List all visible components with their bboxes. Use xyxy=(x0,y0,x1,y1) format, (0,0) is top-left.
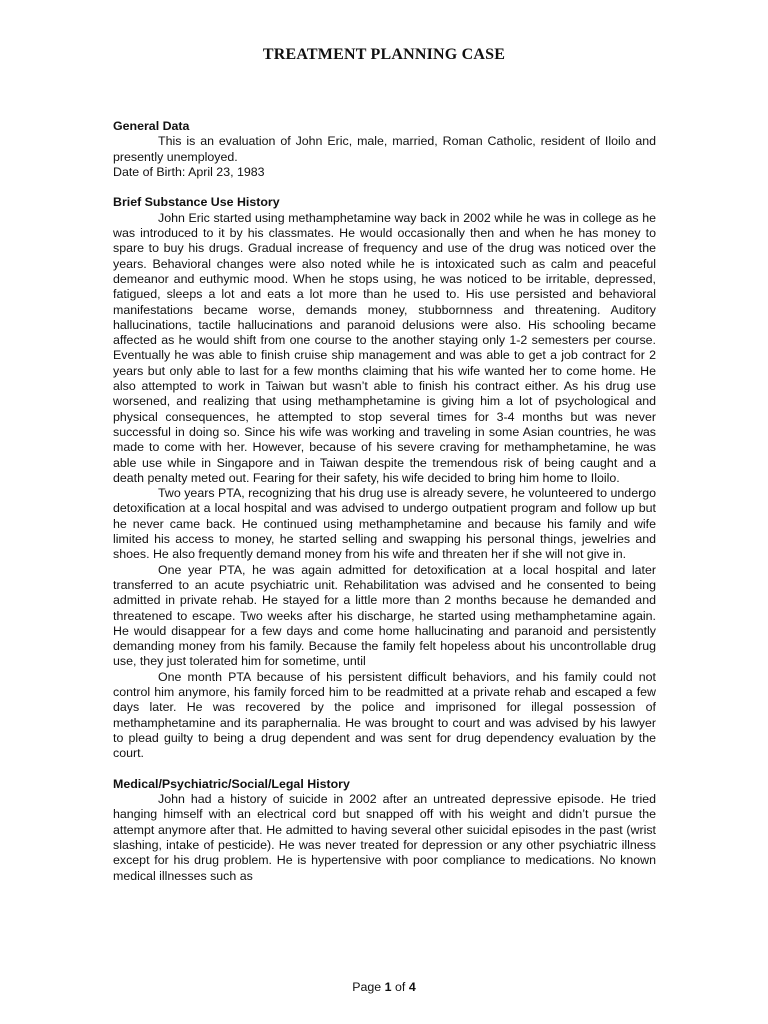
substance-paragraph-2: Two years PTA, recognizing that his drug use is already severe, he volunteered to undergo detoxification at a local hospital and was advised to undergo outpatient program and follow up but he never came back. He continued using methamphetamine and because his family and wife limited his access to money, he started selling and swapping his personal things, jewelries and shoes. He also frequently demand money from his wife and threaten her if she will not give in. xyxy=(113,486,656,562)
medical-paragraph-1: John had a history of suicide in 2002 after an untreated depressive episode. He tried hanging himself with an electrical cord but snapped off with his weight and didn’t pursue the attempt anymore after that. He admitted to having several other suicidal episodes in the past (wrist slashing, intake of pesticide). He was never treated for depression or any other psychiatric illness except for his drug problem. He is hypertensive with poor compliance to medications. No known medical illnesses such as xyxy=(113,792,656,883)
substance-paragraph-1: John Eric started using methamphetamine way back in 2002 while he was in college as he was introduced to it by his classmates. He would occasionally then and when he has money to spare to buy his drugs. Gradual increase of frequency and use of the drug was noticed over the years. Behavioral changes were also noted while he is intoxicated such as calm and peaceful demeanor and euthymic mood. When he stops using, he was noticed to be irritable, depressed, fatigued, sleeps a lot and eats a lot more than he used to. His use persisted and behavioral manifestations became worse, demands money, stubbornness and threatening. Auditory hallucinations, tactile hallucinations and paranoid delusions were also. His schooling became affected as he would shift from one course to the another staying only 1-2 semesters per course. Eventually he was able to finish cruise ship management and was able to get a job contract for 2 years but only able to last for a few months claiming that his wife wanted her to come home. He also attempted to work in Taiwan but wasn’t able to finish his contract either. As his drug use worsened, and realizing that using methamphetamine is giving him a lot of psychological and physical consequences, he attempted to stop several times for 3-4 months but was never successful in doing so. Since his wife was working and traveling in some Asian countries, he was made to come with her. However, because of his severe craving for methamphetamine, he was able use while in Singapore and in Taiwan despite the tremendous risk of being caught and a death penalty meted out. Fearing for their safety, his wife decided to bring him home to Iloilo. xyxy=(113,210,656,485)
general-paragraph: This is an evaluation of John Eric, male, married, Roman Catholic, resident of Iloilo and presently unemployed. xyxy=(113,134,656,164)
document-body xyxy=(113,119,656,884)
date-of-birth: Date of Birth: April 23, 1983 xyxy=(113,164,265,179)
page-total: 4 xyxy=(408,980,416,994)
section-heading-substance: Brief Substance Use History xyxy=(113,195,280,210)
document-title: TREATMENT PLANNING CASE xyxy=(262,46,506,63)
of-word: of xyxy=(395,980,406,994)
spacer xyxy=(113,761,656,776)
page-current: 1 xyxy=(384,980,392,994)
page-footer xyxy=(0,980,768,994)
substance-paragraph-3: One year PTA, he was again admitted for detoxification at a local hospital and later transferred to an acute psychiatric unit. Rehabilitation was advised and he consented to being admitted in private rehab. He stayed for a little more than 2 months because he demanded and threatened to escape. Two weeks after his discharge, he started using methamphetamine again. He would disappear for a few days and come home hallucinating and paranoid and persistently demanding money from his family. Because the family felt hopeless about his uncontrollable drug use, they just tolerated him for sometime, until xyxy=(113,562,656,669)
substance-paragraph-4: One month PTA because of his persistent difficult behaviors, and his family could not control him anymore, his family forced him to be readmitted at a private rehab and escaped a few days later. He was recovered by the police and imprisoned for illegal possession of methamphetamine and its paraphernalia. He was brought to court and was advised by his lawyer to plead guilty to being a drug dependent and was sent for drug dependency evaluation by the court. xyxy=(113,669,656,761)
page-word: Page xyxy=(352,980,382,994)
section-heading-medical: Medical/Psychiatric/Social/Legal History xyxy=(113,776,350,791)
spacer xyxy=(113,180,656,195)
section-heading-general: General Data xyxy=(113,119,190,133)
